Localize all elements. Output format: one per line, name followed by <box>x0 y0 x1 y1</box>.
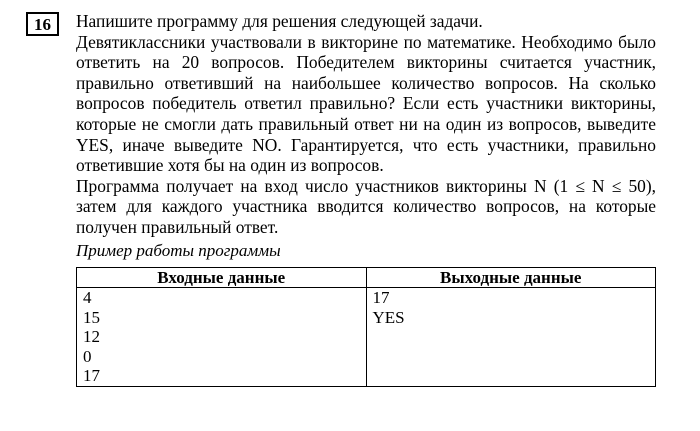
output-line: 17 <box>372 288 390 307</box>
task-statement: Девятиклассники участвовали в викторине по математике. Необходимо было ответить на 20 вопросов. Победителем викторины считается участник, правильно ответивший на наибольшее количество вопросов. На сколько вопросов победитель ответил правильно? Если есть участники викторины, которые не смогли дать правильный ответ ни на один из вопросов, выведите YES, иначе выведите NO. Гарантируется, что есть участники, правильно ответившие хотя бы на один из вопросов. <box>76 31 656 176</box>
task-number: 16 <box>34 15 51 34</box>
input-line: 4 <box>83 288 92 307</box>
output-column-header: Выходные данные <box>366 268 656 288</box>
task-text <box>76 11 656 238</box>
example-caption: Пример работы программы <box>76 241 281 260</box>
input-cell <box>77 288 367 387</box>
input-line: 12 <box>83 327 100 347</box>
task-input-spec: Программа получает на вход число участников викторины N (1 ≤ N ≤ 50), затем для каждого участника вводится количество вопросов, на которые получен правильный ответ. <box>76 175 656 237</box>
example-table <box>76 267 656 387</box>
task-intro: Напишите программу для решения следующей задачи. <box>76 11 483 31</box>
input-line: 15 <box>83 307 100 327</box>
input-line: 17 <box>83 366 100 386</box>
input-line: 0 <box>83 346 92 366</box>
example-header-row <box>77 268 656 288</box>
task-number-box <box>26 12 59 36</box>
output-cell <box>366 288 656 387</box>
input-column-header: Входные данные <box>77 268 367 288</box>
example-data-row <box>77 288 656 387</box>
output-line: YES <box>372 307 405 327</box>
